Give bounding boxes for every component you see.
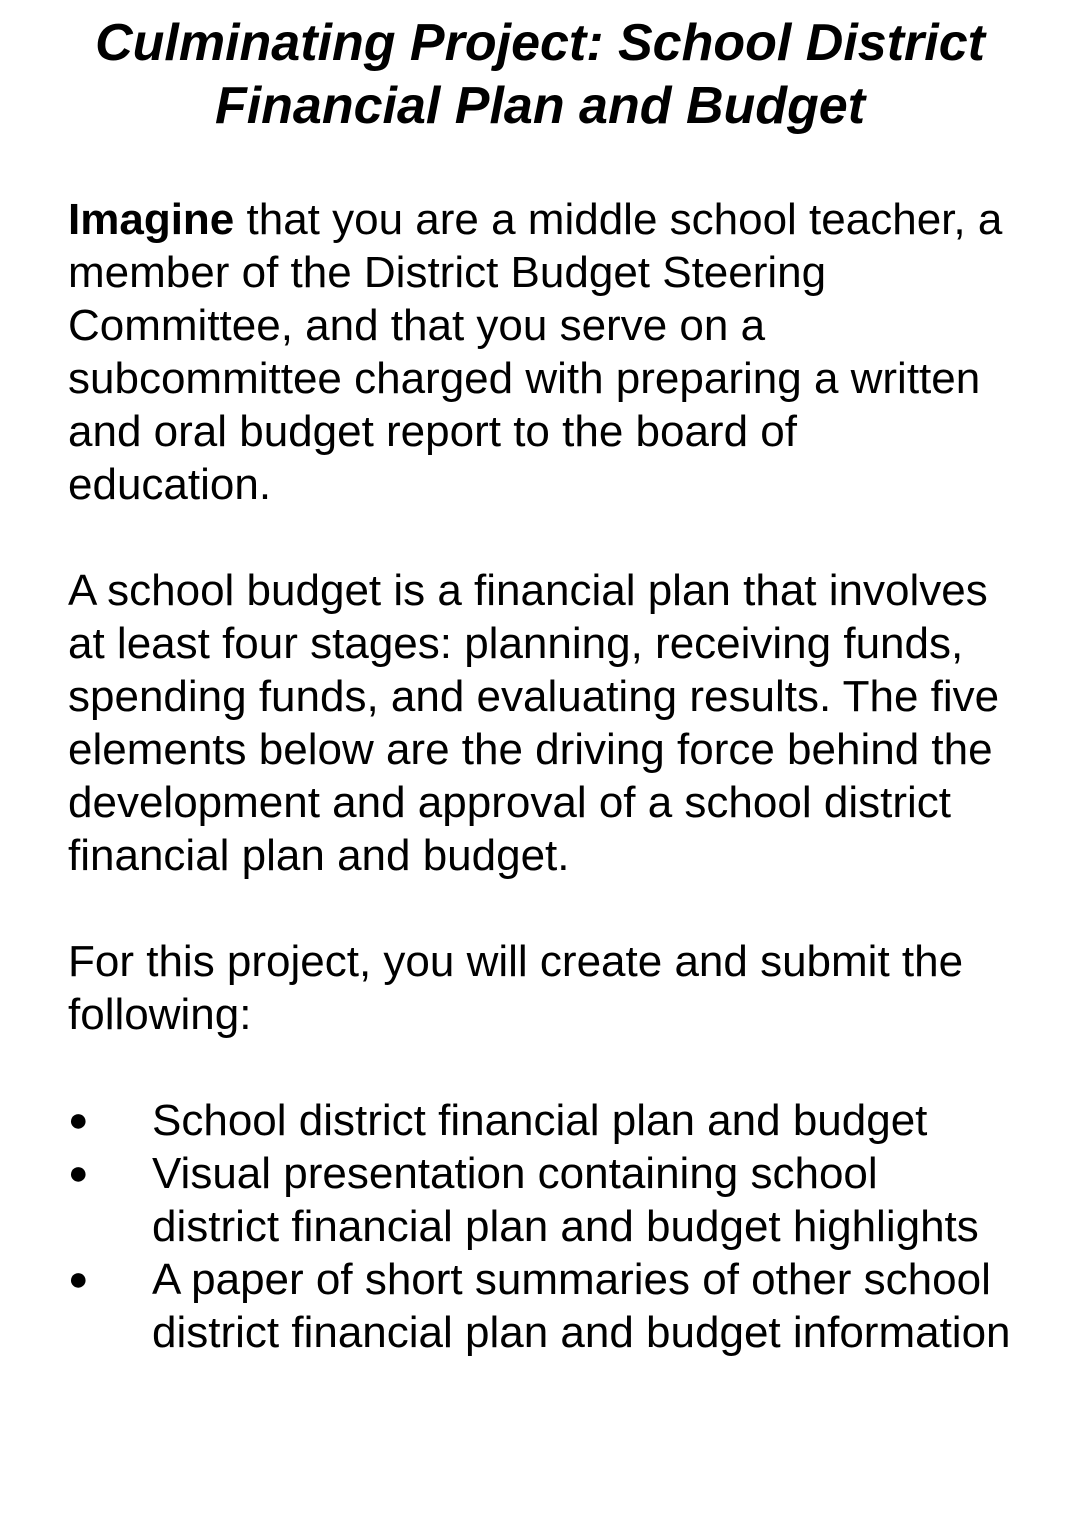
bullet-icon: ● — [68, 1154, 89, 1192]
bullet-icon: ● — [68, 1101, 89, 1139]
intro-lead-word: Imagine — [68, 195, 235, 244]
list-item — [68, 1147, 1012, 1253]
project-paragraph: For this project, you will create and submit the following: — [68, 937, 964, 1039]
list-item-text: School district financial plan and budget — [152, 1096, 928, 1145]
list-item-text: Visual presentation containing school district financial plan and budget highlights — [152, 1149, 979, 1251]
deliverables-list — [68, 1094, 1012, 1359]
document-title: Culminating Project: School District Financial Plan and Budget — [95, 14, 985, 135]
list-item — [68, 1094, 1012, 1147]
list-item — [68, 1253, 1012, 1359]
intro-text: that you are a middle school teacher, a member of the District Budget Steering Committee, and that you serve on a subcommittee charged with preparing a written and oral budget report to the board of education. — [68, 195, 1003, 509]
list-item-text: A paper of short summaries of other school district financial plan and budget information — [152, 1255, 1011, 1357]
bullet-icon: ● — [68, 1260, 89, 1298]
intro-paragraph — [68, 193, 1012, 511]
budget-paragraph: A school budget is a financial plan that involves at least four stages: planning, receiving funds, spending funds, and evaluating results. The five elements below are the driving force behind the development and approval of a school district financial plan and budget. — [68, 566, 1000, 880]
